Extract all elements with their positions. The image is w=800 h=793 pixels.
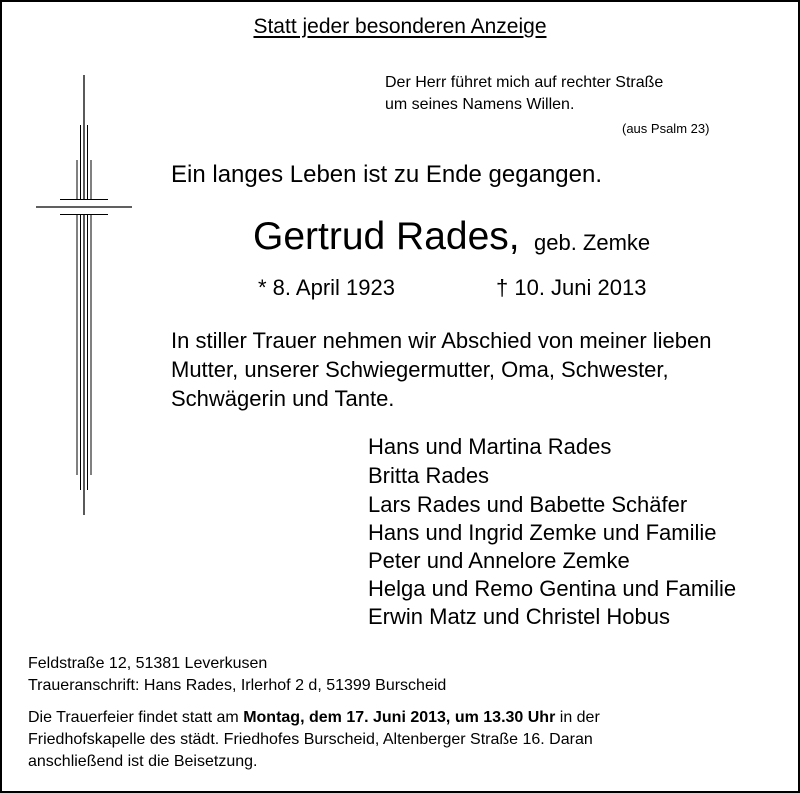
psalm-quote-line-1: Der Herr führet mich auf rechter Straße	[385, 74, 664, 91]
deceased-name: Gertrud Rades,	[253, 215, 520, 258]
funeral-info-suffix: in der	[555, 709, 600, 726]
cross-icon	[36, 75, 132, 515]
funeral-info-line-3: anschließend ist die Beisetzung.	[28, 753, 258, 770]
mourner-entry: Lars Rades und Babette Schäfer	[368, 492, 688, 517]
funeral-info-line-1	[28, 709, 600, 727]
mourner-entry: Peter und Annelore Zemke	[368, 548, 630, 573]
psalm-quote-line-2: um seines Namens Willen.	[385, 96, 575, 113]
home-address: Feldstraße 12, 51381 Leverkusen	[28, 655, 268, 672]
birth-date: * 8. April 1923	[258, 275, 395, 300]
mourning-text-line-2: Mutter, unserer Schwiegermutter, Oma, Schwester,	[171, 357, 669, 382]
funeral-info-line-2: Friedhofskapelle des städt. Friedhofes Burscheid, Altenberger Straße 16. Daran	[28, 731, 593, 748]
mourning-address: Traueranschrift: Hans Rades, Irlerhof 2 d, 51399 Burscheid	[28, 677, 447, 694]
funeral-info-prefix: Die Trauerfeier findet statt am	[28, 709, 244, 726]
death-date: † 10. Juni 2013	[496, 275, 647, 300]
lead-sentence: Ein langes Leben ist zu Ende gegangen.	[171, 161, 603, 188]
mourner-entry: Hans und Martina Rades	[368, 434, 612, 459]
mourning-text-line-3: Schwägerin und Tante.	[171, 386, 395, 411]
deceased-maiden-name: geb. Zemke	[534, 230, 651, 255]
funeral-date-time: Montag, dem 17. Juni 2013, um 13.30 Uhr	[243, 709, 556, 726]
mourner-entry: Hans und Ingrid Zemke und Familie	[368, 520, 717, 545]
mourning-text-line-1: In stiller Trauer nehmen wir Abschied von meiner lieben	[171, 328, 712, 353]
mourner-entry: Helga und Remo Gentina und Familie	[368, 576, 737, 601]
mourner-entry: Britta Rades	[368, 463, 490, 488]
mourner-entry: Erwin Matz und Christel Hobus	[368, 604, 671, 629]
psalm-quote-source: (aus Psalm 23)	[622, 121, 710, 136]
notice-headline: Statt jeder besonderen Anzeige	[253, 15, 547, 38]
